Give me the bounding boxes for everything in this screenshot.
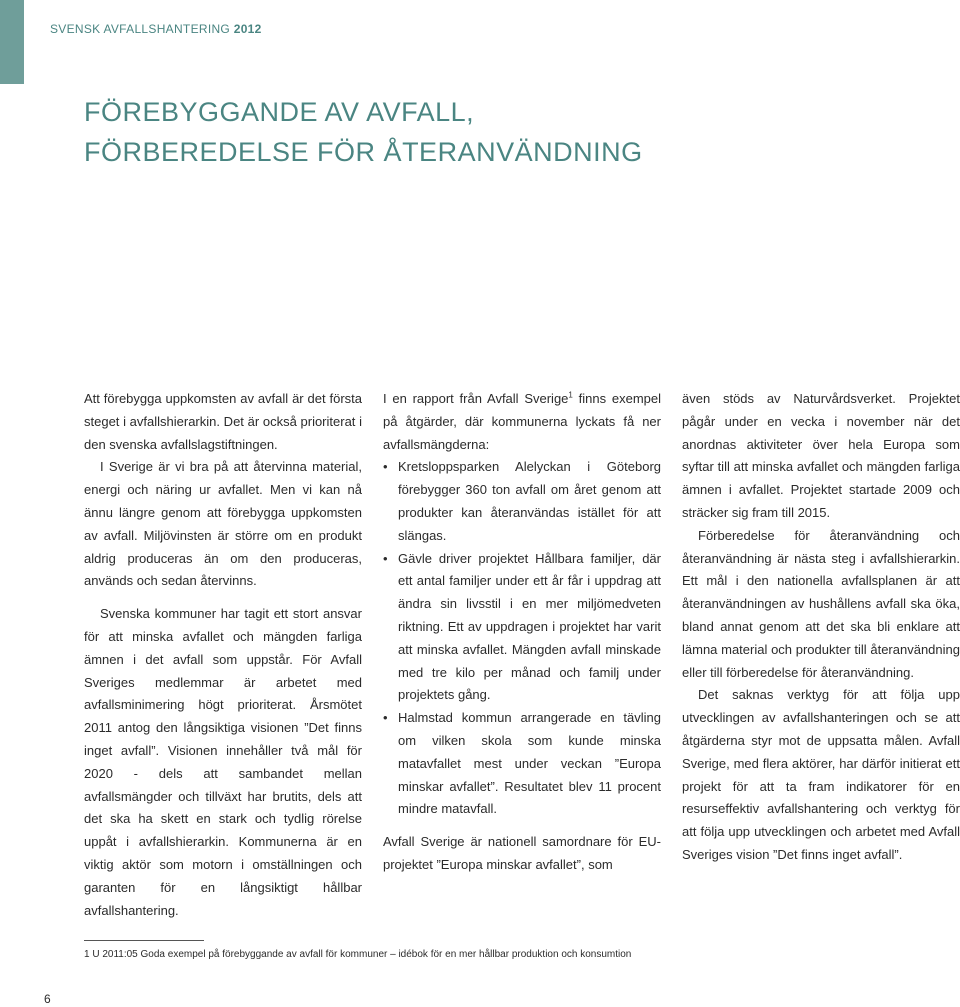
list-item <box>383 707 661 821</box>
footnote: 1 U 2011:05 Goda exempel på förebyggande av avfall för kommuner – idébok för en mer hållbar produktion och konsumtion <box>84 949 632 960</box>
footnote-reference: 1 <box>568 390 573 400</box>
paragraph: Att förebygga uppkomsten av avfall är det första steget i avfallshierarkin. Det är också prioriterat i den svenska avfallslagstiftningen. <box>84 391 362 452</box>
running-head <box>50 22 262 36</box>
text-column-3 <box>682 388 960 867</box>
bullet-icon: • <box>383 550 388 566</box>
footnote-divider <box>84 940 204 941</box>
paragraph: Svenska kommuner har tagit ett stort ansvar för att minska avfallet och mängden farliga ämnen i det avfall som uppstår. För Avfall Sveriges medlemmar är arbetet med avfallsminimering högt prioriterat. Årsmötet 2011 antog den långsiktiga visionen ”Det finns inget avfall”. Visionen innehåller två mål för 2020 - dels att sambandet mellan avfallsmängder och tillväxt har brutits, dels att det ska ha skett en stark och tydlig rörelse uppåt i avfallshierarkin. Kommunerna är en viktig aktör som motorn i omställningen och garanten för en långsiktigt hållbar avfallshantering. <box>84 606 362 918</box>
bullet-icon: • <box>383 459 388 475</box>
paragraph-intro <box>383 388 661 456</box>
running-head-text: SVENSK AVFALLSHANTERING <box>50 22 231 36</box>
page-number: 6 <box>44 992 51 1006</box>
paragraph: Förberedelse för återanvändning och återanvändning är nästa steg i avfallshierarkin. Ett mål i den nationella avfallsplanen är att återanvändningen av hushållens avfall ska öka, bland annat genom att det ska bli enklare att lämna material och produkter till återanvändning eller till förberedelse för återanvändning. <box>682 527 960 680</box>
page-title <box>84 92 643 172</box>
running-head-year: 2012 <box>233 22 262 36</box>
paragraph: I Sverige är vi bra på att återvinna material, energi och näring ur avfallet. Men vi kan nå ännu längre genom att förebygga uppkomsten av avfall. Miljövinsten är större om en produkt aldrig produceras än om den produceras, används och sedan återvinns. <box>84 459 362 589</box>
list-item-text: Halmstad kommun arrangerade en tävling om vilken skola som kunde minska matavfallet mest under veckan ”Europa minskar avfallet”. Resultatet blev 11 procent mindre matavfall. <box>398 710 661 817</box>
list-item-text: Kretsloppsparken Alelyckan i Göteborg förebygger 360 ton avfall om året genom att produkter kan återanvändas istället för att slängas. <box>398 459 661 543</box>
list-item-text: Gävle driver projektet Hållbara familjer, där ett antal familjer under ett år får i uppdrag att ändra sin livsstil i en mer miljömedveten riktning. Ett av uppdragen i projektet har varit att minska avfallet. Mängden avfall minskade med tre kilo per månad och familj under projektets gång. <box>398 550 661 703</box>
text-column-1 <box>84 388 362 922</box>
paragraph: Avfall Sverige är nationell samordnare för EU-projektet ”Europa minskar avfallet”, som <box>383 834 661 872</box>
example-list <box>383 456 661 821</box>
list-item <box>383 456 661 547</box>
intro-text: I en rapport från Avfall Sverige <box>383 391 569 406</box>
bullet-icon: • <box>383 710 388 726</box>
paragraph: även stöds av Naturvårdsverket. Projektet pågår under en vecka i november när det anordnas aktiviteter över hela Europa som syftar till att minska avfallet och mängden farliga ämnen i avfallet. Projektet startade 2009 och sträcker sig fram till 2015. <box>682 391 960 520</box>
intro-text-continued: finns exempel på åtgärder, där kommunerna lyckats få ner avfallsmängderna: <box>383 391 662 452</box>
list-item <box>383 548 661 708</box>
page-title-line-2: FÖRBEREDELSE FÖR ÅTERANVÄNDNING <box>84 137 643 167</box>
page-title-line-1: FÖREBYGGANDE AV AVFALL, <box>84 97 475 127</box>
accent-bar <box>0 0 24 84</box>
text-column-2 <box>383 388 661 877</box>
paragraph: Det saknas verktyg för att följa upp utvecklingen av avfallshanteringen och se att åtgärderna styr mot de uppsatta målen. Avfall Sverige, med flera aktörer, har därför initierat ett projekt för att ta fram indikatorer för en resurseffektiv avfallshantering och verktyg för att följa upp utvecklingen och arbetet med Avfall Sveriges vision ”Det finns inget avfall”. <box>682 687 960 862</box>
